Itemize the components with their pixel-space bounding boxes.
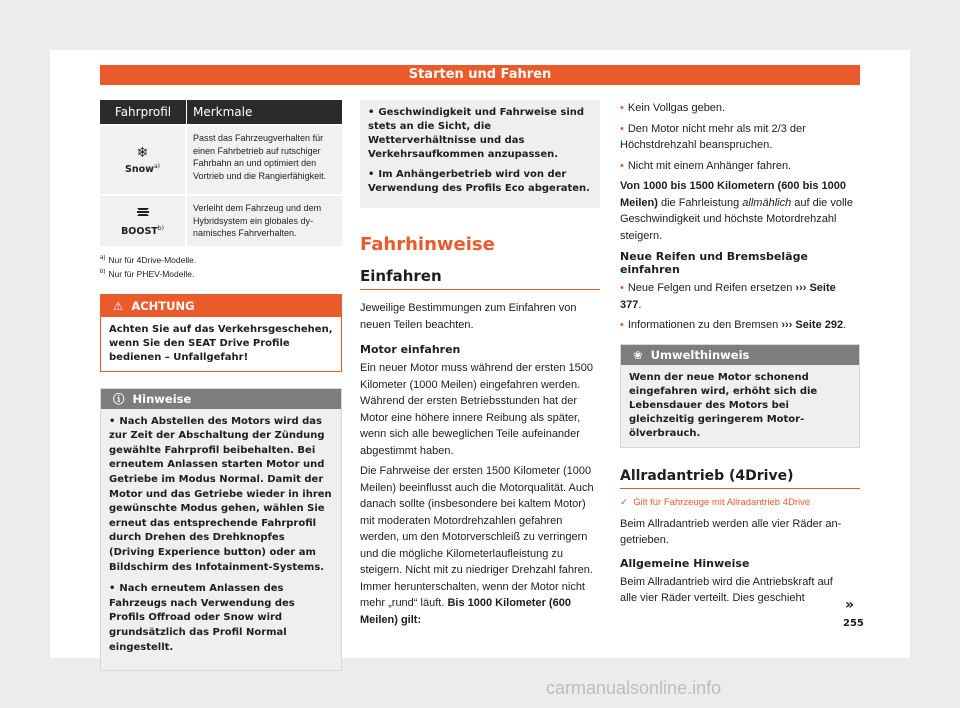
tyres-heading: Neue Reifen und Bremsbeläge einfahren [620,250,808,276]
section-subtitle: Einfahren [360,267,600,290]
environment-text: Wenn der neue Motor schonend eingefahren wird, erhöht sich die Lebensdauer des Motors bei gleichzeitig geringerem Motorölverbrauch. [629,371,818,439]
tyres-list [620,280,860,334]
table-col-profile: Fahrprofil [100,100,187,124]
footnotes [100,252,342,280]
warning-box [100,294,342,372]
mode-label: Snow$^{a)}$ [125,162,160,176]
hint-item: • Im Anhängerbetrieb wird von der Verwendung des Profils Eco abgeraten. [368,169,590,194]
hint-item: • Nach Abstellen des Motors wird das zur Zeit der Abschaltung der Zündung gewählte Fahrprofil beibehalten. Bei erneutem Anlassen starten Motor und Getriebe im Modus Normal. Damit der Motor und das Getriebe wieder in ihren gewünschte Modus gehen, wählen Sie erneut das entsprechende Fahrprofil durch Drehen des Drehknopfes (Driving Experience button) oder am Bildschirm des Infotainment-Systems. [109,415,332,573]
mode-description: Verleiht dem Fahrzeug und dem Hybridsystem ein globales dynamisches Fahrverhalten. [193,203,322,238]
page-reference-link[interactable]: ››› Seite 292 [781,319,844,331]
checkmark-icon: ✓ [620,496,628,508]
hint-item: • Geschwindigkeit und Fahrweise sind stets an die Sicht, die Wetterverhältnisse und das Verkehrsaufkommen anzupassen. [368,107,585,160]
page-reference-link[interactable]: ››› Seite 377 [620,282,836,311]
warning-text: Achten Sie auf das Verkehrsgeschehen, wenn Sie den SEAT Drive Profile bedienen – Unfallgefahr! [109,323,333,363]
validity-note: ✓ Gilt für Fahrzeuge mit Allradantrieb 4Drive [620,496,811,508]
leaf-icon: ❀ [633,347,643,362]
column-right [620,100,860,607]
continue-marker: » [845,597,855,613]
motor-paragraph: Die Fahrweise der ersten 1500 Kilometer (1000 Meilen) beeinflusst auch die Motorqualität. Auch danach sollte (insbesondere bei kaltem Motor) mit moderaten Motordrehzahlen gefahren werden, um den Motorverschleiß zu verringern und die mögliche Kilometerlaufleistung zu steigern. Nicht mit zu niedriger Drehzahl fahren. Immer herunterschalten, wenn der Motor nicht mehr „rund“ läuft. Bis 1000 Kilometer (600 Meilen) gilt: [360,465,594,626]
list-item: • Den Motor nicht mehr als mit 2/3 der Höchstdrehzahl beanspruchen. [620,122,806,151]
list-item: • Nicht mit einem Anhänger fahren. [620,159,792,172]
hint-continued [360,100,600,208]
table-header [100,100,342,124]
snowflake-icon: ❄ [136,144,149,161]
table-row [100,126,342,194]
hint-item: • Nach erneutem Anlassen des Fahrzeugs nach Verwendung des Profils Offroad oder Snow wird grundsätzlich das Profil Normal eingestellt. [109,583,295,653]
boost-icon [134,205,152,223]
intro-text: Jeweilige Bestimmungen zum Einfahren von neuen Teilen beachten. [360,302,577,331]
awd-title: Allradantrieb (4Drive) [620,468,860,489]
list-item: • Kein Vollgas geben. [620,102,726,114]
footnote: $^{b)}$ Nur für PHEV-Modelle. [100,268,195,279]
awd-intro: Beim Allradantrieb werden alle vier Räder angetrieben. [620,517,842,546]
table-row [100,196,342,246]
mode-cell [100,126,187,194]
list-item: • Informationen zu den Bremsen ››› Seite 292. [620,319,847,331]
range-paragraph: Von 1000 bis 1500 Kilometern (600 bis 1000 Meilen) die Fahrleistung allmählich auf die volle Geschwindigkeit und höchste Motordrehzahl steigern. [620,180,853,242]
environment-header: ❀ Umwelthinweis [621,345,859,365]
bullet-list [620,100,860,244]
warning-header: ⚠ ACHTUNG [101,295,341,317]
footnote: $^{a)}$ Nur für 4Drive-Modelle. [100,254,197,265]
general-text: Beim Allradantrieb wird die Antriebskraft auf alle vier Räder verteilt. Dies geschieht [620,575,833,604]
page-number: 255 [843,618,864,629]
warning-triangle-icon: ⚠ [113,298,124,313]
chapter-header: Starten und Fahren [100,65,860,85]
mode-description: Passt das Fahrzeugverhalten für einen Fahrbetrieb auf rutschiger Fahrbahn an und optimiert den Vortrieb und die Rangierfähigkeit. [193,133,327,181]
hint-box [100,388,342,672]
watermark: carmanualsonline.info [546,678,722,698]
motor-paragraph: Ein neuer Motor muss während der ersten 1500 Kilometer (1000 Meilen) eingefahren werden. Während der ersten Betriebsstunden hat der Motor eine höhere innere Reibung als später, wenn sich alle beweglichen Teile aufeinander abgestimmt haben. [360,362,593,457]
list-item: • Neue Felgen und Reifen ersetzen ››› Seite 377. [620,282,836,311]
general-heading: Allgemeine Hinweise [620,556,750,570]
column-left [100,100,342,671]
hint-header: ⓘ Hinweise [101,389,341,409]
hint-body [101,409,341,671]
table-col-features: Merkmale [193,105,253,119]
info-icon: ⓘ [113,391,125,406]
section-title: Fahrhinweise [360,234,495,255]
motor-heading: Motor einfahren [360,343,461,356]
environment-box [620,344,860,448]
mode-cell [100,196,187,246]
column-middle [360,100,600,628]
mode-label: BOOST$^{b)}$ [121,224,164,238]
